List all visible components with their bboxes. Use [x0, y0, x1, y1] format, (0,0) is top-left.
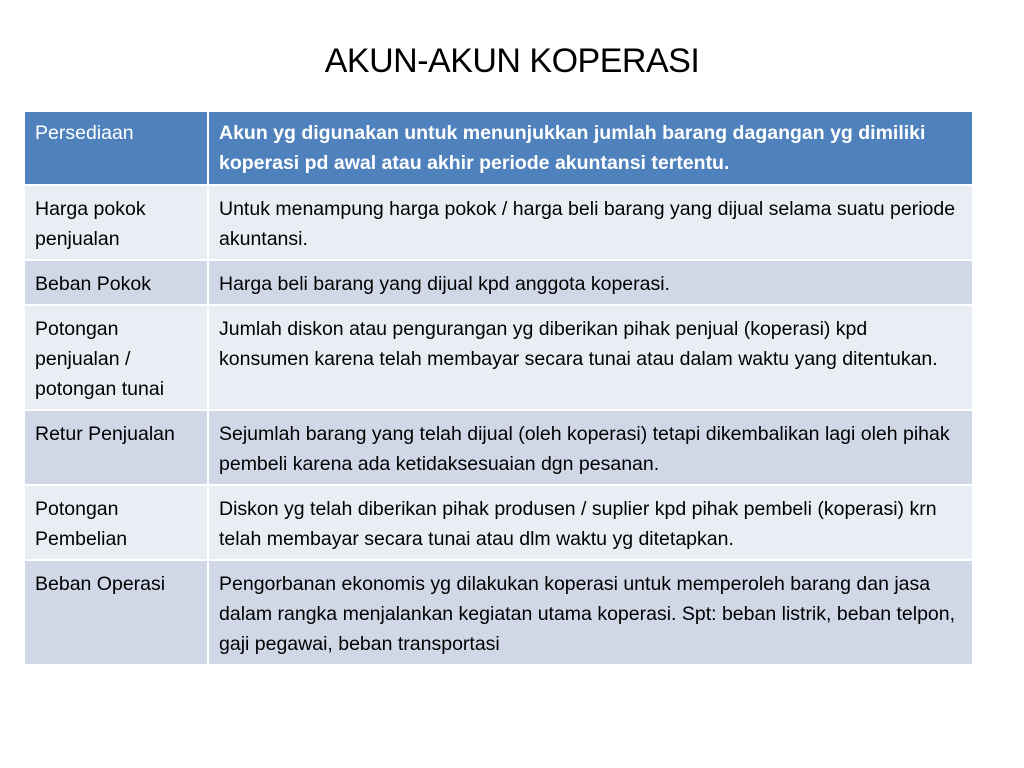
table-row [25, 260, 972, 305]
term-cell: Potongan Pembelian [25, 485, 208, 560]
header-description-cell: Akun yg digunakan untuk menunjukkan jumlah barang dagangan yg dimiliki koperasi pd awal atau akhir periode akuntansi tertentu. [208, 112, 972, 185]
term-cell: Retur Penjualan [25, 410, 208, 485]
description-cell: Diskon yg telah diberikan pihak produsen / suplier kpd pihak pembeli (koperasi) krn telah membayar secara tunai atau dlm waktu yg ditetapkan. [208, 485, 972, 560]
description-cell: Harga beli barang yang dijual kpd anggota koperasi. [208, 260, 972, 305]
table-row [25, 185, 972, 260]
term-cell: Potongan penjualan / potongan tunai [25, 305, 208, 410]
accounts-table [25, 112, 972, 666]
description-cell: Jumlah diskon atau pengurangan yg diberikan pihak penjual (koperasi) kpd konsumen karena telah membayar secara tunai atau dalam waktu yang ditentukan. [208, 305, 972, 410]
term-cell: Harga pokok penjualan [25, 185, 208, 260]
table-row [25, 305, 972, 410]
header-term-cell: Persediaan [25, 112, 208, 185]
description-cell: Untuk menampung harga pokok / harga beli barang yang dijual selama suatu periode akuntansi. [208, 185, 972, 260]
term-cell: Beban Operasi [25, 560, 208, 665]
table-row [25, 560, 972, 665]
table-row [25, 410, 972, 485]
table-row [25, 485, 972, 560]
accounts-table-container [25, 112, 972, 666]
description-cell: Sejumlah barang yang telah dijual (oleh koperasi) tetapi dikembalikan lagi oleh pihak pembeli karena ada ketidaksesuaian dgn pesanan. [208, 410, 972, 485]
slide-title: AKUN-AKUN KOPERASI [324, 42, 700, 80]
description-cell: Pengorbanan ekonomis yg dilakukan koperasi untuk memperoleh barang dan jasa dalam rangka menjalankan kegiatan utama koperasi. Spt: beban listrik, beban telpon, gaji pegawai, beban transportasi [208, 560, 972, 665]
table-header-row [25, 112, 972, 185]
term-cell: Beban Pokok [25, 260, 208, 305]
